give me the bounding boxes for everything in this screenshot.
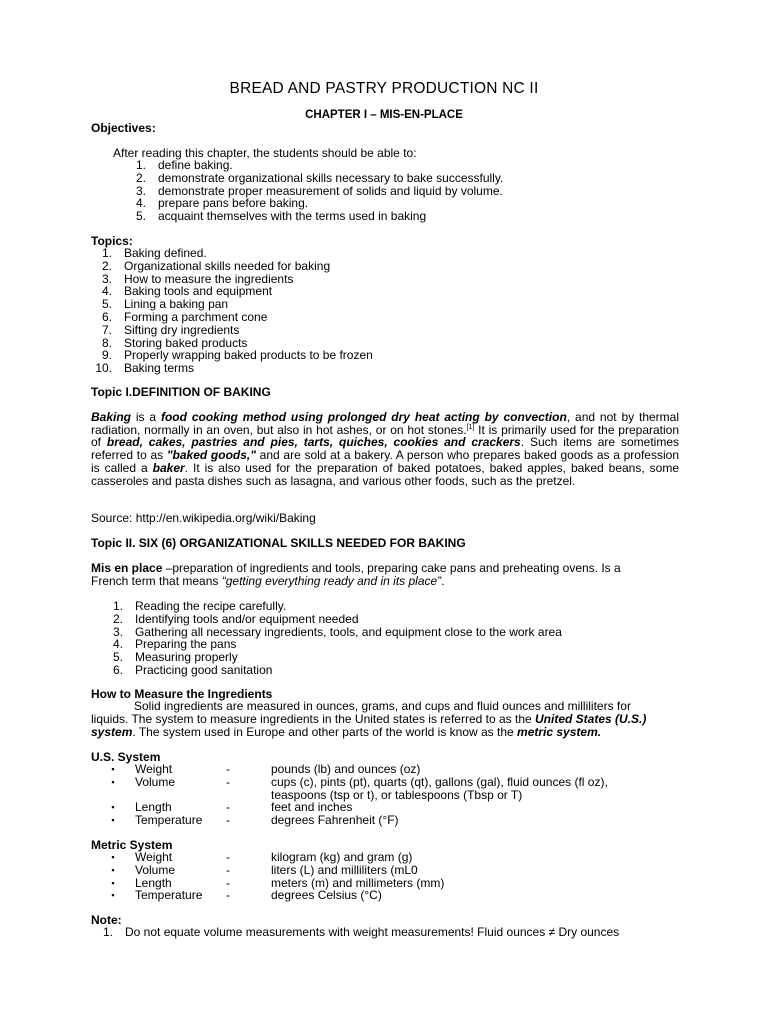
- topic1-paragraph: Baking is a food cooking method using prolonged dry heat acting by convection, and not by thermal radiation, normally in an oven, but also in hot ashes, or on hot stones.[1] It is primarily used for the preparation of bread, cakes, pastries and pies, tarts, quiches, cookies and crackers. Such items are sometimes referred to as "baked goods," and are sold at a bakery. A person who prepares baked goods as a profession is called a baker. It is also used for the preparation of baked potatoes, baked apples, baked beans, some casseroles and pasta dishes such as lasagna, and various other foods, such as the pretzel.: [91, 410, 680, 488]
- list-item: 2. Organizational skills needed for baking: [101, 258, 331, 273]
- measure-paragraph: Solid ingredients are measured in ounces, grams, and cups and fluid ounces and milliliters for liquids. The system to measure ingredients in the United states is referred to as the United States (U.S.) system. The system used in Europe and other parts of the world is know as the metric system.: [91, 699, 647, 739]
- bullet-icon: ▪: [111, 890, 115, 901]
- list-item: 1. Reading the recipe carefully.: [112, 599, 287, 613]
- list-item: 3. demonstrate proper measurement of solids and liquid by volume.: [135, 183, 503, 198]
- list-item: 5. Lining a baking pan: [101, 297, 229, 312]
- skills-list: [91, 600, 679, 677]
- list-item: 9. Properly wrapping baked products to be frozen: [101, 348, 373, 363]
- bullet-icon: ▪: [111, 802, 115, 813]
- objectives-intro: After reading this chapter, the students should be able to:: [113, 146, 417, 160]
- note-list: [91, 926, 679, 939]
- list-item: 1. Do not equate volume measurements with weight measurements! Fluid ounces ≠ Dry ounces: [102, 925, 620, 939]
- list-item: ▪ Weight - pounds (lb) and ounces (oz): [91, 763, 679, 776]
- measure-heading: How to Measure the Ingredients: [91, 687, 273, 701]
- list-item: 7. Sifting dry ingredients: [101, 322, 240, 337]
- objectives-heading: Objectives:: [91, 121, 156, 135]
- page-title: BREAD AND PASTRY PRODUCTION NC II: [229, 80, 539, 97]
- list-item: 2. demonstrate organizational skills necessary to bake successfully.: [135, 170, 504, 185]
- topic2-heading: Topic II. SIX (6) ORGANIZATIONAL SKILLS NEEDED FOR BAKING: [91, 536, 466, 550]
- list-item: 6. Practicing good sanitation: [112, 662, 273, 677]
- list-item: ▪ Weight - kilogram (kg) and gram (g): [91, 851, 679, 864]
- list-item: 5. acquaint themselves with the terms used in baking: [135, 209, 427, 224]
- topics-list: [91, 247, 679, 375]
- list-item: 6. Forming a parchment cone: [101, 309, 268, 324]
- list-item: ▪ Volume - liters (L) and milliliters (mL0: [91, 864, 679, 877]
- list-item: ▪ Length - meters (m) and millimeters (mm): [91, 877, 679, 890]
- list-item: ▪ Length - feet and inches: [91, 801, 679, 814]
- list-item: ▪ Volume - cups (c), pints (pt), quarts (qt), gallons (gal), fluid ounces (fl oz), teaspoons (tsp or t), or tablespoons (Tbsp or T): [91, 776, 679, 802]
- list-item: 5. Measuring properly: [112, 650, 238, 665]
- bullet-icon: ▪: [111, 764, 115, 774]
- us-system-heading: U.S. System: [91, 750, 161, 764]
- list-item: 4. Preparing the pans: [112, 637, 237, 652]
- list-item: ▪ Temperature - degrees Fahrenheit (°F): [91, 814, 679, 827]
- list-item: 4. prepare pans before baking.: [135, 196, 309, 211]
- note-heading: Note:: [91, 913, 122, 927]
- bullet-icon: ▪: [111, 776, 115, 787]
- topics-heading: Topics:: [91, 234, 133, 248]
- bullet-icon: ▪: [111, 864, 115, 875]
- us-system-list: [91, 763, 679, 827]
- metric-system-list: [91, 851, 679, 902]
- objectives-list: [113, 159, 701, 223]
- bullet-icon: ▪: [111, 852, 115, 862]
- list-item: ▪ Temperature - degrees Celsius (°C): [91, 889, 679, 902]
- source-line: Source: http://en.wikipedia.org/wiki/Baking: [91, 511, 316, 525]
- list-item: 4. Baking tools and equipment: [101, 284, 273, 299]
- list-item: 10. Baking terms: [95, 361, 195, 376]
- list-item: 8. Storing baked products: [101, 335, 248, 350]
- list-item: 3. How to measure the ingredients: [101, 271, 294, 286]
- chapter-heading: CHAPTER I – MIS-EN-PLACE: [305, 109, 463, 121]
- list-item: 3. Gathering all necessary ingredients, tools, and equipment close to the work area: [112, 624, 562, 639]
- list-item: 1. Baking defined.: [101, 246, 207, 260]
- list-item: 2. Identifying tools and/or equipment needed: [112, 611, 359, 626]
- metric-system-heading: Metric System: [91, 838, 173, 852]
- topic1-heading: Topic I.DEFINITION OF BAKING: [91, 385, 271, 399]
- mis-en-place-paragraph: Mis en place –preparation of ingredients and tools, preparing cake pans and preheating ovens. Is a French term that means “getting everything ready and in its place”.: [91, 561, 621, 588]
- bullet-icon: ▪: [111, 877, 115, 888]
- list-item: 1. define baking.: [135, 158, 233, 172]
- bullet-icon: ▪: [111, 815, 115, 826]
